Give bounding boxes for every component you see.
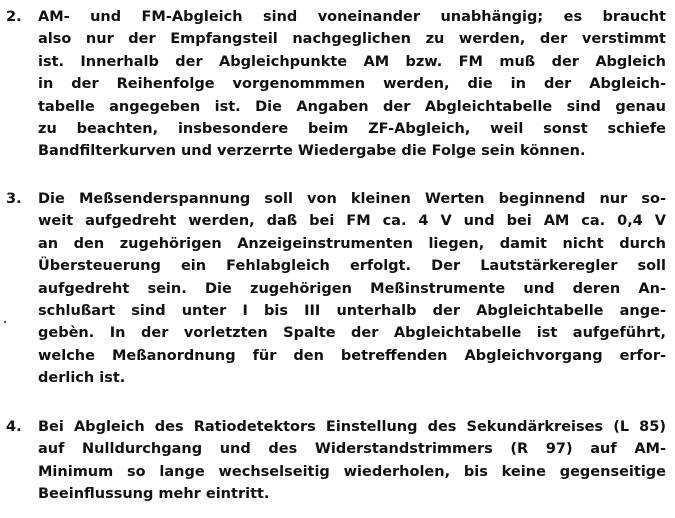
text-line: Bei Abgleich des Ratiodetektors Einstellung des Sekundärkreises (L 85) bbox=[38, 419, 666, 435]
text-line: ist. Innerhalb der Abgleichpunkte AM bzw. FM muß der Abgleich bbox=[38, 53, 666, 70]
scan-speck bbox=[4, 321, 6, 323]
paragraph-text bbox=[38, 6, 666, 163]
text-line: in der Reihenfolge vorgenommmen werden, die in der Abgleich- bbox=[38, 76, 666, 93]
text-line: AM- und FM-Abgleich sind voneinander unabhängig; es braucht bbox=[38, 9, 666, 25]
paragraph-number: 2. bbox=[6, 9, 22, 25]
paragraph-text bbox=[38, 416, 666, 506]
paragraph-number: 3. bbox=[6, 191, 22, 207]
paragraph-text bbox=[38, 188, 666, 390]
text-line: also nur der Empfangsteil nachgeglichen zu werden, der verstimmt bbox=[38, 31, 666, 48]
text-line: Minimum so lange wechselseitig wiederholen, bis keine gegenseitige bbox=[38, 463, 666, 480]
text-line: welche Meßanordnung für den betreffenden Abgleichvorgang erfor- bbox=[38, 347, 666, 364]
text-line: derlich ist. bbox=[38, 370, 126, 387]
text-line: Beeinflussung mehr eintritt. bbox=[38, 486, 270, 503]
text-line: aufgedreht sein. Die zugehörigen Meßinstrumente und deren An- bbox=[38, 280, 666, 297]
paragraph-number: 4. bbox=[6, 419, 22, 435]
text-line: auf Nulldurchgang und des Widerstandstrimmers (R 97) auf AM- bbox=[38, 441, 666, 458]
text-line: Die Meßsenderspannung soll von kleinen Werten beginnend nur so- bbox=[38, 191, 666, 207]
text-line: weit aufgedreht werden, daß bei FM ca. 4 V und bei AM ca. 0,4 V bbox=[38, 213, 666, 230]
text-line: an den zugehörigen Anzeigeinstrumenten liegen, damit nicht durch bbox=[38, 235, 666, 252]
text-line: gebèn. In der vorletzten Spalte der Abgleichtabelle ist aufgeführt, bbox=[38, 325, 666, 342]
text-line: zu beachten, insbesondere beim ZF-Abgleich, weil sonst schiefe bbox=[38, 120, 666, 137]
text-line: Bandfilterkurven und verzerrte Wiedergabe die Folge sein können. bbox=[38, 143, 586, 160]
text-line: schlußart sind unter I bis III unterhalb der Abgleichtabelle ange- bbox=[38, 302, 666, 319]
text-line: tabelle angegeben ist. Die Angaben der Abgleichtabelle sind genau bbox=[38, 98, 666, 115]
text-line: Übersteuerung ein Fehlabgleich erfolgt. Der Lautstärkeregler soll bbox=[38, 258, 666, 275]
